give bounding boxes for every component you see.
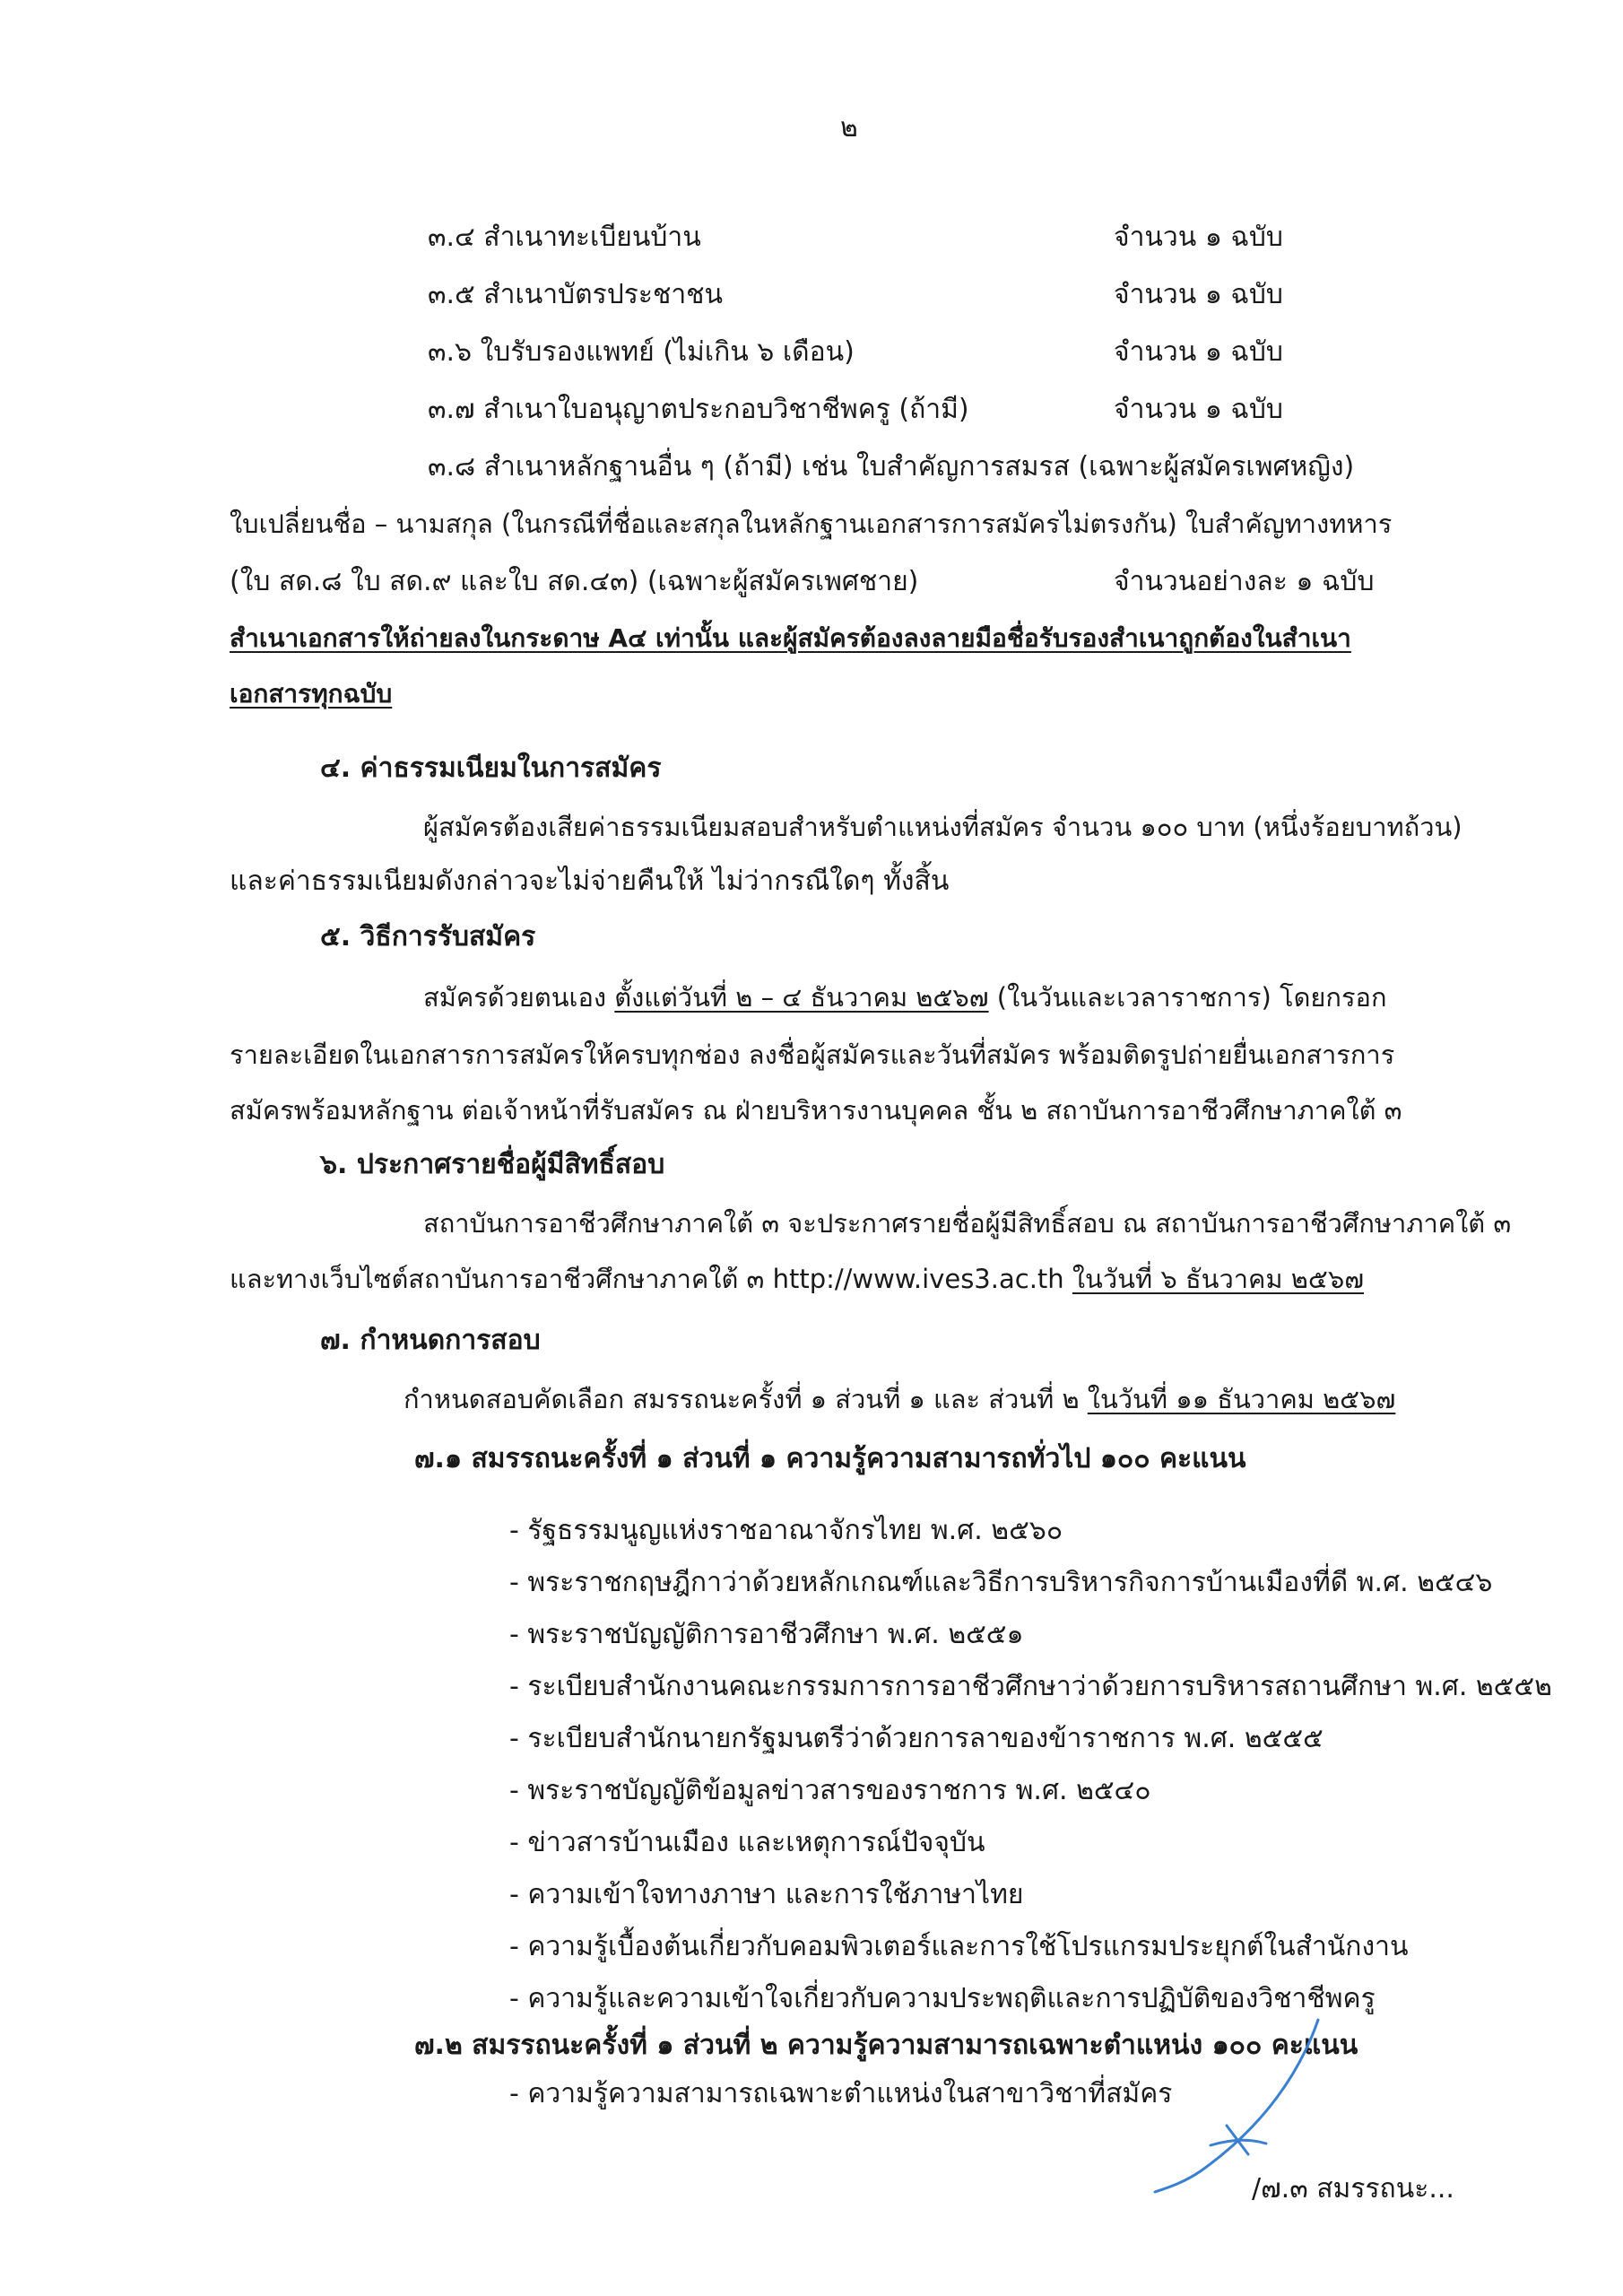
list-item: - พระราชกฤษฎีกาว่าด้วยหลักเกณฑ์และวิธีการบริหารกิจการบ้านเมืองที่ดี พ.ศ. ๒๕๔๖ — [509, 1567, 1493, 1598]
section-5-heading: ๕. วิธีการรับสมัคร — [320, 921, 536, 952]
doc-38-line3: (ใบ สด.๘ ใบ สด.๙ และใบ สด.๔๓) (เฉพาะผู้สมัครเพศชาย) — [230, 566, 919, 597]
doc-item: ๓.๗ สำเนาใบอนุญาตประกอบวิชาชีพครู (ถ้ามี) — [428, 394, 969, 425]
exam-date: ในวันที่ ๑๑ ธันวาคม ๒๕๖๗ — [1087, 1384, 1396, 1414]
list-item: - รัฐธรรมนูญแห่งราชอาณาจักรไทย พ.ศ. ๒๕๖๐ — [509, 1515, 1063, 1546]
section-6-line2 — [230, 1266, 1364, 1292]
doc-item: ๓.๔ สำเนาทะเบียนบ้าน — [428, 222, 701, 253]
doc-quantity: จำนวน ๑ ฉบับ — [1114, 394, 1283, 425]
copy-note-line2: เอกสารทุกฉบับ — [230, 679, 393, 709]
section-4-heading: ๔. ค่าธรรมเนียมในการสมัคร — [320, 752, 662, 784]
subsection-7-2-heading: ๗.๒ สมรรถนะครั้งที่ ๑ ส่วนที่ ๒ ความรู้ความสามารถเฉพาะตำแหน่ง ๑๐๐ คะแนน — [414, 2030, 1358, 2061]
doc-38-line2: ใบเปลี่ยนชื่อ – นามสกุล (ในกรณีที่ชื่อและสกุลในหลักฐานเอกสารการสมัครไม่ตรงกัน) ใบสำคัญทางทหาร — [230, 509, 1393, 539]
section-7-line1 — [404, 1384, 1396, 1414]
list-item: - พระราชบัญญัติข้อมูลข่าวสารของราชการ พ.ศ. ๒๕๔๐ — [509, 1775, 1151, 1806]
section-6-line2-text: และทางเว็บไซต์สถาบันการอาชีวศึกษาภาคใต้ ๓ http://www.ives3.ac.th — [230, 1264, 1072, 1294]
doc-38-line1: ๓.๘ สำเนาหลักฐานอื่น ๆ (ถ้ามี) เช่น ใบสำคัญการสมรส (เฉพาะผู้สมัครเพศหญิง) — [428, 451, 1355, 483]
section-5-line3: สมัครพร้อมหลักฐาน ต่อเจ้าหน้าที่รับสมัคร ณ ฝ่ายบริหารงานบุคคล ชั้น ๒ สถาบันการอาชีวศึกษาภาคใต้ ๓ — [230, 1095, 1402, 1126]
list-item: - ความรู้ความสามารถเฉพาะตำแหน่งในสาขาวิชาที่สมัคร — [509, 2078, 1173, 2109]
section-7-line1-text: กำหนดสอบคัดเลือก สมรรถนะครั้งที่ ๑ ส่วนที่ ๑ และ ส่วนที่ ๒ — [404, 1384, 1088, 1414]
list-item: - พระราชบัญญัติการอาชีวศึกษา พ.ศ. ๒๕๕๑ — [509, 1619, 1024, 1650]
list-item: - ระเบียบสำนักนายกรัฐมนตรีว่าด้วยการลาของข้าราชการ พ.ศ. ๒๕๕๕ — [509, 1723, 1324, 1754]
list-item: - ระเบียบสำนักงานคณะกรรมการการอาชีวศึกษาว่าด้วยการบริหารสถานศึกษา พ.ศ. ๒๕๕๒ — [509, 1671, 1552, 1702]
section-6-line1: สถาบันการอาชีวศึกษาภาคใต้ ๓ จะประกาศรายชื่อผู้มีสิทธิ์สอบ ณ สถาบันการอาชีวศึกษาภาคใต้ ๓ — [423, 1208, 1512, 1239]
section-4-line2: และค่าธรรมเนียมดังกล่าวจะไม่จ่ายคืนให้ ไม่ว่ากรณีใดๆ ทั้งสิ้น — [230, 865, 950, 897]
section-4-line1: ผู้สมัครต้องเสียค่าธรรมเนียมสอบสำหรับตำแหน่งที่สมัคร จำนวน ๑๐๐ บาท (หนึ่งร้อยบาทถ้วน) — [423, 812, 1462, 842]
subsection-7-1-heading: ๗.๑ สมรรถนะครั้งที่ ๑ ส่วนที่ ๑ ความรู้ความสามารถทั่วไป ๑๐๐ คะแนน — [414, 1443, 1246, 1474]
section-7-heading: ๗. กำหนดการสอบ — [320, 1325, 541, 1356]
application-dates: ตั้งแต่วันที่ ๒ – ๔ ธันวาคม ๒๕๖๗ — [614, 982, 989, 1013]
section-5-line2: รายละเอียดในเอกสารการสมัครให้ครบทุกช่อง ลงชื่อผู้สมัครและวันที่สมัคร พร้อมติดรูปถ่ายยื่นเอกสารการ — [230, 1039, 1395, 1070]
list-item: - ข่าวสารบ้านเมือง และเหตุการณ์ปัจจุบัน — [509, 1827, 985, 1858]
list-item: - ความรู้เบื้องต้นเกี่ยวกับคอมพิวเตอร์และการใช้โปรแกรมประยุกต์ในสำนักงาน — [509, 1931, 1409, 1962]
doc-quantity: จำนวน ๑ ฉบับ — [1114, 222, 1283, 253]
list-item: - ความรู้และความเข้าใจเกี่ยวกับความประพฤติและการปฏิบัติของวิชาชีพครู — [509, 1983, 1376, 2014]
section-5-line1 — [423, 982, 1387, 1013]
page-number: ๒ — [840, 112, 858, 144]
doc-item: ๓.๕ สำเนาบัตรประชาชน — [428, 279, 724, 310]
doc-item: ๓.๖ ใบรับรองแพทย์ (ไม่เกิน ๖ เดือน) — [428, 336, 855, 368]
section-5-line1-text-b: (ในวันและเวลาราชการ) โดยกรอก — [988, 982, 1387, 1013]
section-6-heading: ๖. ประกาศรายชื่อผู้มีสิทธิ์สอบ — [320, 1149, 665, 1180]
doc-quantity: จำนวน ๑ ฉบับ — [1114, 279, 1283, 310]
doc-38-quantity: จำนวนอย่างละ ๑ ฉบับ — [1114, 566, 1375, 597]
announcement-date: ในวันที่ ๖ ธันวาคม ๒๕๖๗ — [1072, 1264, 1365, 1294]
copy-note-line1: สำเนาเอกสารให้ถ่ายลงในกระดาษ A๔ เท่านั้น และผู้สมัครต้องลงลายมือชื่อรับรองสำเนาถูกต้องในสำเนา — [230, 623, 1351, 653]
continuation-text: /๗.๓ สมรรถนะ... — [1252, 2173, 1454, 2205]
doc-quantity: จำนวน ๑ ฉบับ — [1114, 336, 1283, 368]
section-5-line1-text-a: สมัครด้วยตนเอง — [423, 982, 615, 1013]
list-item: - ความเข้าใจทางภาษา และการใช้ภาษาไทย — [509, 1879, 1024, 1910]
